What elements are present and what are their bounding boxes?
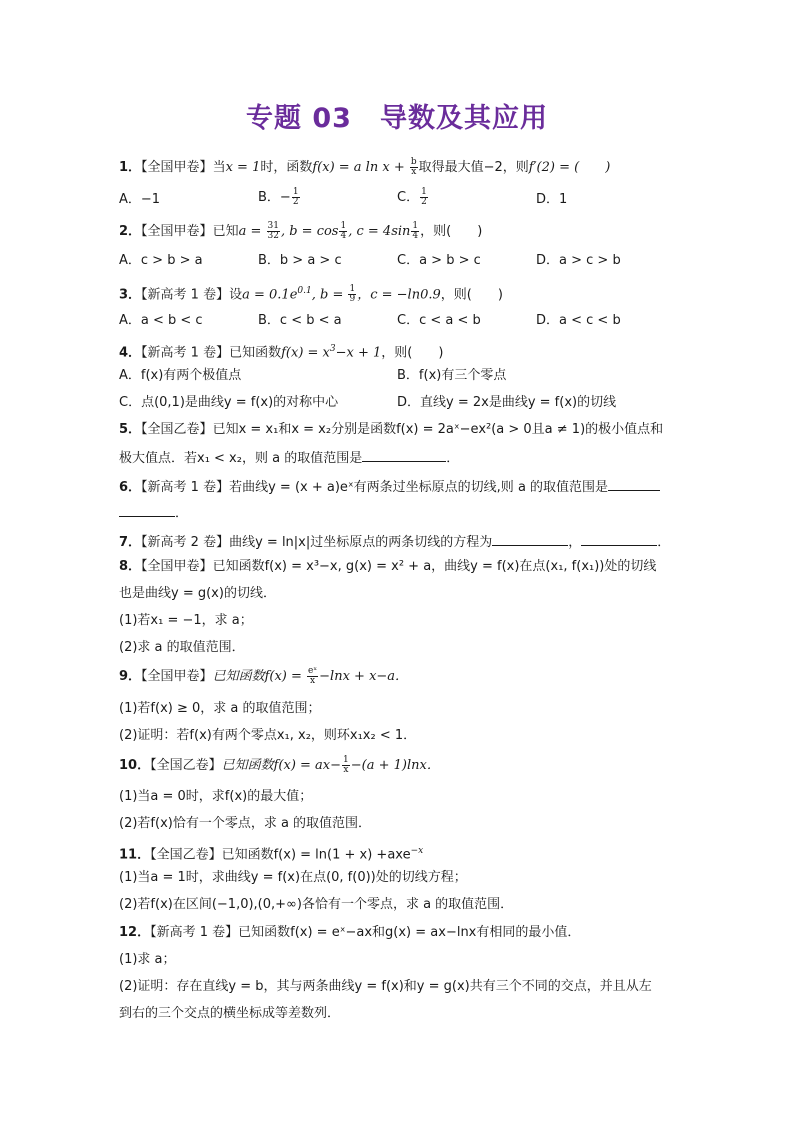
question-11 (119, 842, 423, 864)
question-text: 设 (229, 287, 243, 303)
question-number: 7． (119, 535, 142, 550)
question-6 (119, 476, 660, 497)
answer-blank[interactable] (492, 531, 568, 546)
question-source: 【新高考 2 卷】 (141, 535, 230, 550)
question-text: 取得最大值−2，则 (418, 160, 529, 175)
option-c[interactable]: C． $\frac{1}{2}$ (397, 187, 427, 207)
question-12-part2-cont: 到右的三个交点的横坐标成等差数列． (119, 1006, 341, 1021)
question-text: 若曲线y = (x + a)eˣ有两条过坐标原点的切线,则 a 的取值范围是 (229, 480, 609, 495)
question-10 (119, 756, 440, 775)
fraction: $\frac{1}{9}$ (349, 284, 356, 305)
question-text: ，则( ) (420, 224, 483, 239)
math-expr: −x + 1 (335, 345, 382, 361)
option-c[interactable]: C．a > b > c (397, 253, 481, 268)
question-source: 【新高考 1 卷】 (150, 925, 239, 940)
question-11-part1: (1)当a = 1时，求曲线y = f(x)在点(0, f(0))处的切线方程； (119, 870, 467, 885)
question-text: ． (446, 451, 460, 466)
option-d[interactable]: D．1 (536, 192, 568, 207)
math-expr: f(x) = a ln x + (312, 160, 409, 175)
answer-blank[interactable] (581, 531, 657, 546)
question-source: 【全国乙卷】 (150, 758, 222, 773)
question-7 (119, 531, 670, 552)
question-source: 【新高考 1 卷】 (141, 480, 230, 495)
option-a[interactable]: A．a < b < c (119, 313, 203, 328)
option-b[interactable]: B．c < b < a (258, 313, 342, 328)
option-c[interactable]: C．点(0,1)是曲线y = f(x)的对称中心 (119, 395, 339, 410)
option-d[interactable]: D．a > c > b (536, 253, 621, 268)
question-text: ． (657, 535, 671, 550)
option-b[interactable]: B．− $\frac{1}{2}$ (258, 187, 299, 207)
question-12-part2: (2)证明：存在直线y = b，其与两条曲线y = f(x)和y = g(x)共有三个不同的交点，并且从左 (119, 979, 652, 994)
question-text: ，则( ) (440, 287, 503, 303)
question-10-part2: (2)若f(x)恰有一个零点，求 a 的取值范围． (119, 816, 372, 831)
question-number: 3． (119, 287, 142, 303)
question-text: 已知函数f(x) = ln(1 + x) +axe (221, 847, 411, 863)
question-9-part2: (2)证明：若f(x)有两个零点x₁, x₂，则环x₁x₂ < 1． (119, 728, 417, 743)
fraction: $\frac{\text{eˣ}}{x}$ (308, 666, 318, 686)
question-number: 10． (119, 758, 151, 773)
question-text: ． (175, 506, 189, 521)
question-number: 11． (119, 847, 151, 863)
question-12-part1: (1)求 a； (119, 952, 176, 967)
option-b[interactable]: B．f(x)有三个零点 (397, 368, 507, 383)
question-11-part2: (2)若f(x)在区间(−1,0),(0,+∞)各恰有一个零点，求 a 的取值范围． (119, 897, 514, 912)
question-source: 【新高考 1 卷】 (141, 287, 230, 303)
question-source: 【全国甲卷】 (141, 160, 213, 175)
option-b[interactable]: B．b > a > c (258, 253, 342, 268)
question-8 (119, 558, 656, 576)
math-expr: a = (238, 224, 266, 239)
question-number: 4． (119, 345, 142, 361)
math-expr: 已知函数f(x) = ax− (221, 758, 342, 773)
question-6-line2 (119, 502, 188, 523)
question-number: 6． (119, 480, 142, 495)
option-d[interactable]: D．直线y = 2x是曲线y = f(x)的切线 (397, 395, 617, 410)
question-text: 已知 (212, 224, 239, 239)
question-text: 极大值点．若x₁ < x₂，则 a 的取值范围是 (119, 451, 363, 466)
question-number: 1． (119, 160, 142, 175)
math-expr: ，c = −ln0.9 (357, 287, 441, 303)
question-5-line2 (119, 447, 459, 468)
question-text: 时，函数 (260, 160, 313, 175)
answer-blank[interactable] (119, 502, 175, 517)
math-expr: 0.1 (297, 286, 312, 296)
question-text: 曲线y = ln|x|过坐标原点的两条切线的方程为 (229, 535, 493, 550)
fraction: $\frac{b}{x}$ (410, 157, 417, 177)
fraction: $\frac{1}{x}$ (343, 755, 349, 775)
question-1 (119, 158, 610, 177)
page-title: 专题 03 导数及其应用 (246, 103, 548, 134)
question-9 (119, 667, 408, 686)
question-number: 9． (119, 669, 142, 684)
math-expr: 3 (329, 344, 336, 354)
question-3 (119, 282, 503, 304)
math-expr: , c = 4sin (348, 224, 411, 239)
math-expr: , b = cos (280, 224, 339, 239)
question-8-line2: 也是曲线y = g(x)的切线． (119, 586, 276, 601)
question-number: 12． (119, 925, 151, 940)
answer-blank[interactable] (362, 447, 446, 462)
question-text: 已知x = x₁和x = x₂分别是函数f(x) = 2aˣ−ex²(a > 0且a ≠ 1)的极小值点和 (212, 422, 664, 437)
question-source: 【新高考 1 卷】 (141, 345, 230, 361)
math-expr: −(a + 1)lnx． (350, 758, 440, 773)
math-expr: −lnx + x−a． (319, 669, 409, 684)
question-text: 已知函数f(x) = x³−x, g(x) = x² + a，曲线y = f(x)在点(x₁, f(x₁))处的切线 (212, 559, 657, 574)
math-expr: −x (410, 846, 424, 856)
option-a[interactable]: A．c > b > a (119, 253, 203, 268)
question-source: 【全国甲卷】 (141, 559, 213, 574)
fraction: $\frac{1}{4}$ (412, 221, 419, 241)
math-expr: , b = (311, 287, 348, 303)
question-source: 【全国乙卷】 (141, 422, 213, 437)
answer-blank[interactable] (608, 476, 660, 491)
question-4 (119, 340, 443, 362)
question-number: 2． (119, 224, 142, 239)
question-number: 8． (119, 559, 142, 574)
question-number: 5． (119, 422, 142, 437)
fraction: $\frac{1}{4}$ (340, 221, 347, 241)
question-text: ，则( ) (381, 345, 444, 361)
math-expr: x = 1 (225, 160, 261, 175)
option-d[interactable]: D．a < c < b (536, 313, 621, 328)
question-source: 【全国甲卷】 (141, 669, 213, 684)
question-8-part1: (1)若x₁ = −1，求 a； (119, 613, 253, 628)
question-text: 已知函数 (229, 345, 282, 361)
question-12 (119, 924, 580, 942)
question-source: 【全国乙卷】 (150, 847, 222, 863)
question-10-part1: (1)当a = 0时，求f(x)的最大值； (119, 789, 313, 804)
question-8-part2: (2)求 a 的取值范围． (119, 640, 245, 655)
math-expr: f′(2) = ( ) (528, 160, 611, 175)
fraction: $\frac{31}{32}$ (267, 221, 279, 241)
math-expr: f(x) = x (281, 345, 330, 361)
option-c[interactable]: C．c < a < b (397, 313, 481, 328)
question-source: 【全国甲卷】 (141, 224, 213, 239)
question-5 (119, 421, 663, 439)
question-text: 已知函数f(x) = eˣ−ax和g(x) = ax−lnx有相同的最小值． (238, 925, 581, 940)
option-a[interactable]: A．−1 (119, 192, 161, 207)
option-a[interactable]: A．f(x)有两个极值点 (119, 368, 242, 383)
math-expr: 已知函数f(x) = (212, 669, 307, 684)
question-text: ， (568, 535, 582, 550)
question-text: 当 (212, 160, 226, 175)
question-9-part1: (1)若f(x) ≥ 0，求 a 的取值范围； (119, 701, 321, 716)
question-2 (119, 222, 482, 241)
math-expr: a = 0.1e (242, 287, 298, 303)
